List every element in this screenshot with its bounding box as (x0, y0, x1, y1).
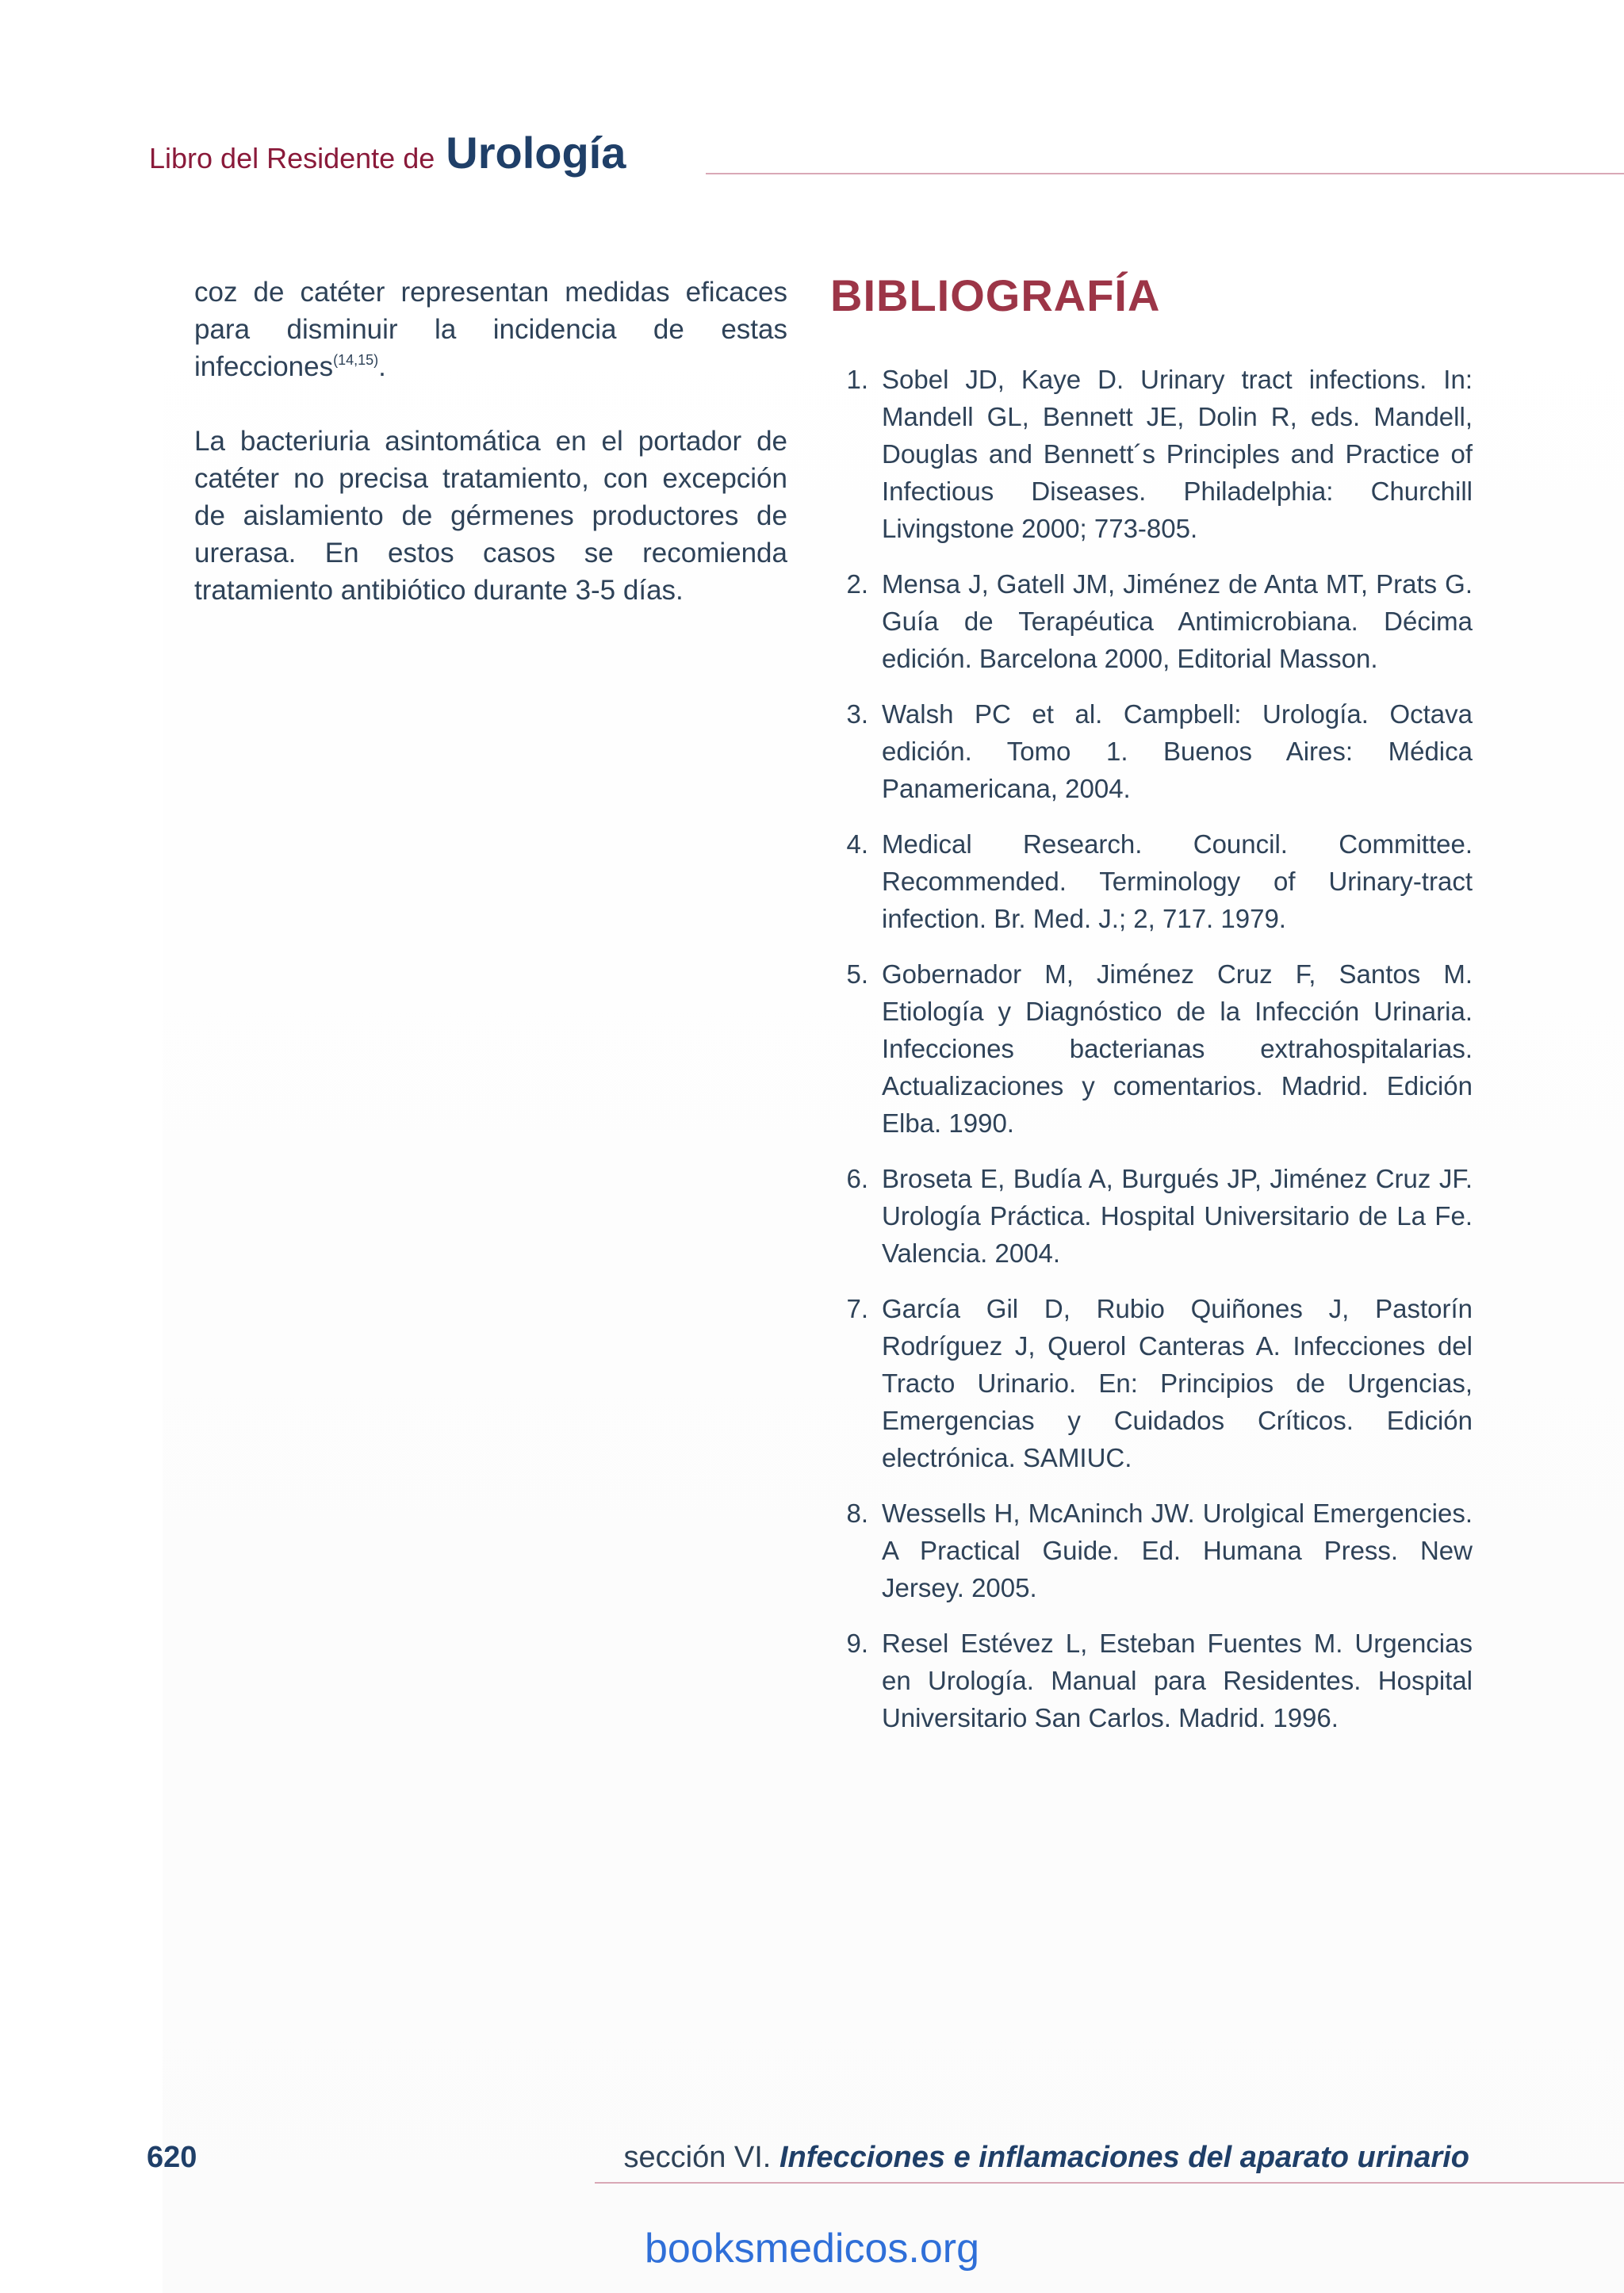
running-header (149, 127, 626, 190)
reference-text: García Gil D, Rubio Quiñones J, Pastorín Rodríguez J, Querol Canteras A. Infecciones del Tracto Urinario. En: Principios de Urgencias, Emergencias y Cuidados Críticos. Edición electrónica. SAMIUC. (882, 1294, 1473, 1472)
paragraph-catheter-end: . (378, 351, 386, 382)
paragraph-catheter-text: coz de catéter representan medidas eficaces para disminuir la incidencia de estas infecciones (194, 277, 787, 382)
reference-number: 7. (846, 1294, 868, 1323)
reference-item (830, 1290, 1473, 1476)
running-footer (624, 2141, 1470, 2175)
reference-text: Gobernador M, Jiménez Cruz F, Santos M. Etiología y Diagnóstico de la Infección Urinaria. Infecciones bacterianas extrahospitalarias. Actualizaciones y comentarios. Madrid. Edición Elba. 1990. (882, 959, 1473, 1138)
reference-number: 2. (846, 569, 868, 599)
reference-text: Sobel JD, Kaye D. Urinary tract infections. In: Mandell GL, Bennett JE, Dolin R, eds. Mandell, Douglas and Bennett´s Principles and Practice of Infectious Diseases. Philadelphia: Churchill Livingstone 2000; 773-805. (882, 365, 1473, 543)
reference-number: 8. (846, 1499, 868, 1528)
reference-item (830, 695, 1473, 807)
footer-section-title: Infecciones e inflamaciones del aparato urinario (779, 2141, 1469, 2174)
reference-item (830, 1160, 1473, 1272)
footer-divider (595, 2182, 1624, 2184)
header-book-title: Libro del Residente de (149, 142, 435, 174)
reference-number: 1. (846, 365, 868, 394)
reference-number: 6. (846, 1164, 868, 1193)
paragraph-bacteriuria: La bacteriuria asintomática en el portador de catéter no precisa tratamiento, con excepción de aislamiento de gérmenes productores de urerasa. En estos casos se recomienda tratamiento antibiótico durante 3-5 días. (194, 426, 787, 606)
page-number: 620 (147, 2141, 197, 2174)
footer-section-label: sección VI. (623, 2141, 772, 2174)
reference-item (830, 955, 1473, 1142)
reference-item (830, 1625, 1473, 1736)
watermark-link[interactable]: booksmedicos.org (645, 2226, 979, 2272)
reference-number: 3. (846, 699, 868, 729)
paragraph-catheter-measures (194, 274, 787, 385)
reference-text: Mensa J, Gatell JM, Jiménez de Anta MT, Prats G. Guía de Terapéutica Antimicrobiana. Décima edición. Barcelona 2000, Editorial Masson. (882, 569, 1473, 673)
reference-item (830, 361, 1473, 547)
reference-number: 4. (846, 829, 868, 859)
reference-item (830, 565, 1473, 677)
reference-text: Wessells H, McAninch JW. Urolgical Emergencies. A Practical Guide. Ed. Humana Press. New Jersey. 2005. (882, 1499, 1473, 1602)
left-column-text (194, 274, 787, 646)
reference-number: 5. (846, 959, 868, 989)
reference-number: 9. (846, 1629, 868, 1658)
header-divider (706, 173, 1624, 174)
reference-text: Medical Research. Council. Committee. Recommended. Terminology of Urinary-tract infection. Br. Med. J.; 2, 717. 1979. (882, 829, 1473, 933)
reference-list (830, 361, 1473, 1755)
citation-superscript: (14,15) (333, 352, 379, 368)
reference-text: Broseta E, Budía A, Burgués JP, Jiménez Cruz JF. Urología Práctica. Hospital Universitario de La Fe. Valencia. 2004. (882, 1164, 1473, 1268)
reference-text: Resel Estévez L, Esteban Fuentes M. Urgencias en Urología. Manual para Residentes. Hospital Universitario San Carlos. Madrid. 1996. (882, 1629, 1473, 1732)
header-book-brand: Urología (446, 128, 626, 178)
reference-text: Walsh PC et al. Campbell: Urología. Octava edición. Tomo 1. Buenos Aires: Médica Panamericana, 2004. (882, 699, 1473, 803)
bibliography-heading: BIBLIOGRAFÍA (830, 270, 1161, 320)
reference-item (830, 1495, 1473, 1606)
reference-item (830, 825, 1473, 937)
